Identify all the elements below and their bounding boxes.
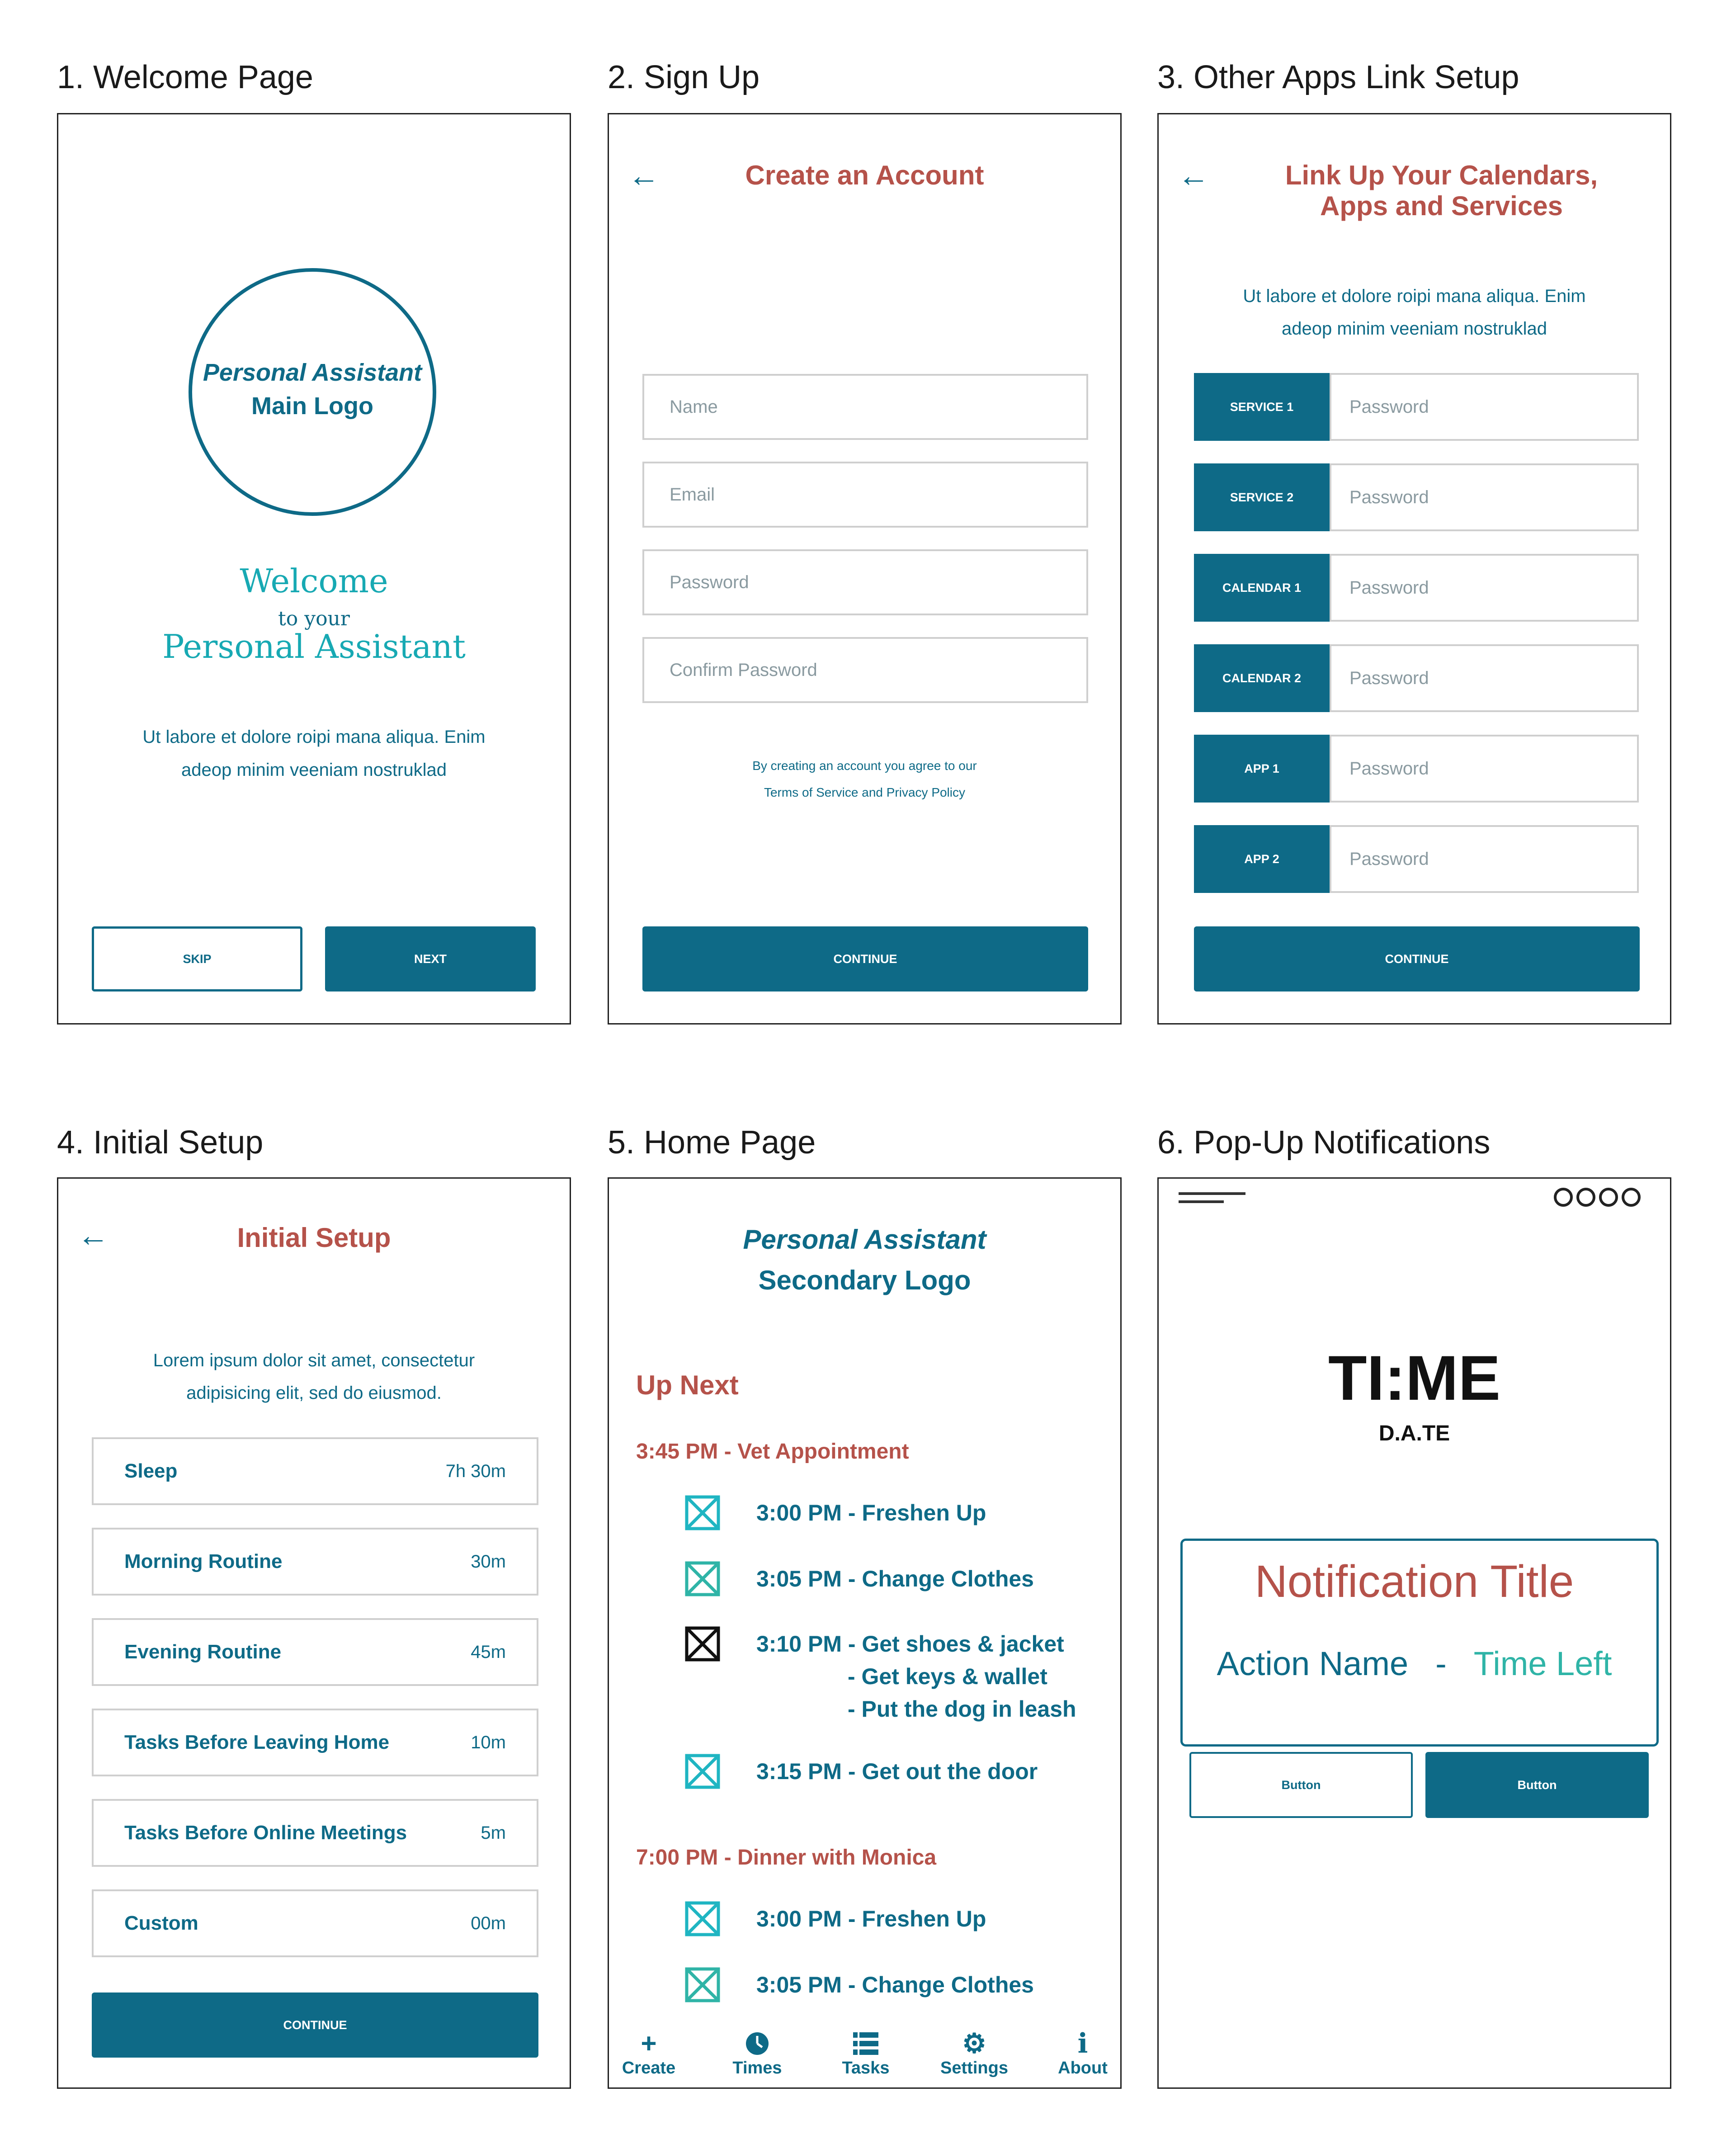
dot-icon [1554,1188,1573,1207]
setup-row-time: 45m [471,1642,506,1662]
main-logo-line1: Personal Assistant [203,359,422,386]
calendar-2-label: CALENDAR 2 [1194,644,1330,712]
link-body-line2: adeop minim veeniam nostruklad [1282,319,1547,339]
lock-screen-date: D.A.TE [1378,1421,1450,1445]
section-title-setup: 4. Initial Setup [57,1124,264,1161]
calendar-2-password[interactable]: Password [1330,644,1639,712]
main-logo-line2: Main Logo [251,392,373,420]
plus-icon: + [641,2028,657,2059]
checkbox-checked-icon[interactable] [685,1495,720,1530]
section-title-signup: 2. Sign Up [608,59,760,95]
arrow-left-icon[interactable]: ← [628,158,660,193]
task-get-keys: - Get keys & wallet [848,1664,1047,1689]
event-vet-appointment[interactable]: 3:45 PM - Vet Appointment [636,1440,909,1464]
setup-row-name: Morning Routine [124,1550,283,1572]
setup-row-evening[interactable] [92,1618,538,1686]
link-title-line1: Link Up Your Calendars, [1285,160,1598,190]
home-screen [608,1177,1122,2089]
setup-row-sleep[interactable] [92,1437,538,1505]
nav-label: Create [622,2059,676,2077]
clock-icon [721,2029,793,2059]
name-field[interactable]: Name [642,374,1088,440]
gear-icon: ⚙ [962,2028,986,2059]
service-2-label: SERVICE 2 [1194,463,1330,531]
list-icon [830,2029,902,2059]
link-continue-button[interactable]: CONTINUE [1194,926,1640,992]
setup-row-name: Tasks Before Leaving Home [124,1731,390,1753]
app-1-password[interactable]: Password [1330,735,1639,803]
section-title-welcome: 1. Welcome Page [57,59,313,95]
nav-create[interactable] [613,2029,685,2078]
nav-label: About [1058,2059,1108,2077]
checkbox-checked-icon[interactable] [685,1754,720,1789]
notification-primary-button[interactable]: Button [1425,1752,1649,1818]
nav-label: Tasks [842,2059,890,2077]
welcome-body-line1: Ut labore et dolore roipi mana aliqua. Enim [142,727,486,747]
email-field[interactable]: Email [642,462,1088,528]
dot-icon [1599,1188,1618,1207]
nav-tasks[interactable] [830,2029,902,2078]
nav-label: Settings [940,2059,1008,2077]
arrow-left-icon[interactable]: ← [1178,158,1209,193]
section-title-link: 3. Other Apps Link Setup [1157,59,1519,95]
status-dots [1554,1188,1641,1207]
signup-continue-button[interactable]: CONTINUE [642,926,1088,992]
section-title-popup: 6. Pop-Up Notifications [1157,1124,1491,1161]
setup-title: Initial Setup [237,1223,391,1253]
welcome-body-line2: adeop minim veeniam nostruklad [181,760,447,780]
notification-time-left: Time Left [1473,1645,1612,1682]
terms-link[interactable]: Terms of Service and Privacy Policy [764,785,966,799]
task-dog-leash: - Put the dog in leash [848,1696,1076,1722]
task-change-clothes-2: 3:05 PM - Change Clothes [756,1972,1034,1997]
secondary-logo-line1: Personal Assistant [743,1224,986,1255]
signup-title [609,160,1120,191]
setup-row-leaving-home[interactable] [92,1709,538,1776]
service-1-password[interactable]: Password [1330,373,1639,441]
popup-screen [1157,1177,1671,2089]
setup-continue-button[interactable]: CONTINUE [92,1992,538,2058]
checkbox-checked-icon[interactable] [685,1967,720,2002]
skip-button[interactable]: SKIP [92,926,302,992]
nav-about[interactable] [1047,2029,1119,2078]
task-get-shoes: 3:10 PM - Get shoes & jacket [756,1631,1064,1657]
dot-icon [1576,1188,1595,1207]
notification-action-name: Action Name [1217,1645,1409,1682]
secondary-logo-line2: Secondary Logo [758,1265,971,1295]
setup-row-custom[interactable] [92,1889,538,1957]
checkbox-checked-icon[interactable] [685,1561,720,1596]
welcome-to-your: to your [278,607,350,630]
signup-screen [608,113,1122,1025]
setup-row-time: 10m [471,1732,506,1752]
link-title-line2: Apps and Services [1320,191,1563,221]
app-2-label: APP 2 [1194,825,1330,893]
setup-body-line2: adipisicing elit, sed do eiusmod. [186,1383,442,1403]
menu-line-icon [1179,1200,1224,1203]
lock-screen-time: TI:ME [1328,1342,1501,1413]
setup-screen [57,1177,571,2089]
password-field[interactable]: Password [642,549,1088,615]
notification-secondary-button[interactable]: Button [1189,1752,1413,1818]
nav-label: Times [732,2059,782,2077]
notification-title: Notification Title [1255,1556,1574,1607]
checkbox-checked-icon[interactable] [685,1901,720,1936]
setup-row-time: 00m [471,1913,506,1933]
checkbox-checked-icon[interactable] [685,1626,720,1662]
section-title-home: 5. Home Page [608,1124,816,1161]
signup-title-text: Create an Account [745,160,984,190]
setup-row-name: Custom [124,1912,198,1934]
dot-icon [1622,1188,1641,1207]
welcome-heading: Welcome [240,562,388,600]
welcome-assistant: Personal Assistant [162,628,466,666]
task-freshen-up-2: 3:00 PM - Freshen Up [756,1906,986,1931]
service-1-label: SERVICE 1 [1194,373,1330,441]
task-get-out-door: 3:15 PM - Get out the door [756,1759,1038,1784]
up-next-heading: Up Next [636,1370,739,1400]
calendar-1-label: CALENDAR 1 [1194,554,1330,622]
menu-line-icon [1179,1192,1245,1195]
confirm-password-field[interactable]: Confirm Password [642,637,1088,703]
arrow-left-icon[interactable]: ← [77,1218,109,1253]
setup-row-online-meetings[interactable] [92,1799,538,1867]
setup-row-time: 30m [471,1551,506,1572]
notification-dash: - [1435,1645,1447,1682]
setup-row-name: Tasks Before Online Meetings [124,1822,407,1844]
notification-action-row [1159,1644,1670,1683]
terms-line1: By creating an account you agree to our [752,759,977,773]
setup-row-time: 5m [481,1822,506,1843]
task-freshen-up: 3:00 PM - Freshen Up [756,1500,986,1525]
calendar-1-password[interactable]: Password [1330,554,1639,622]
task-change-clothes: 3:05 PM - Change Clothes [756,1566,1034,1591]
service-2-password[interactable]: Password [1330,463,1639,531]
nav-settings[interactable] [938,2029,1010,2078]
setup-row-name: Evening Routine [124,1641,282,1663]
app-2-password[interactable]: Password [1330,825,1639,893]
next-button[interactable]: NEXT [325,926,536,992]
setup-body-line1: Lorem ipsum dolor sit amet, consectetur [153,1350,475,1370]
setup-row-morning[interactable] [92,1528,538,1596]
link-body-line1: Ut labore et dolore roipi mana aliqua. Enim [1243,286,1586,306]
event-dinner-monica[interactable]: 7:00 PM - Dinner with Monica [636,1846,937,1870]
nav-times[interactable] [721,2029,793,2078]
info-icon: i [1077,2028,1088,2059]
welcome-screen [57,113,571,1025]
setup-row-name: Sleep [124,1460,178,1482]
setup-row-time: 7h 30m [445,1461,506,1481]
app-1-label: APP 1 [1194,735,1330,803]
link-screen [1157,113,1671,1025]
